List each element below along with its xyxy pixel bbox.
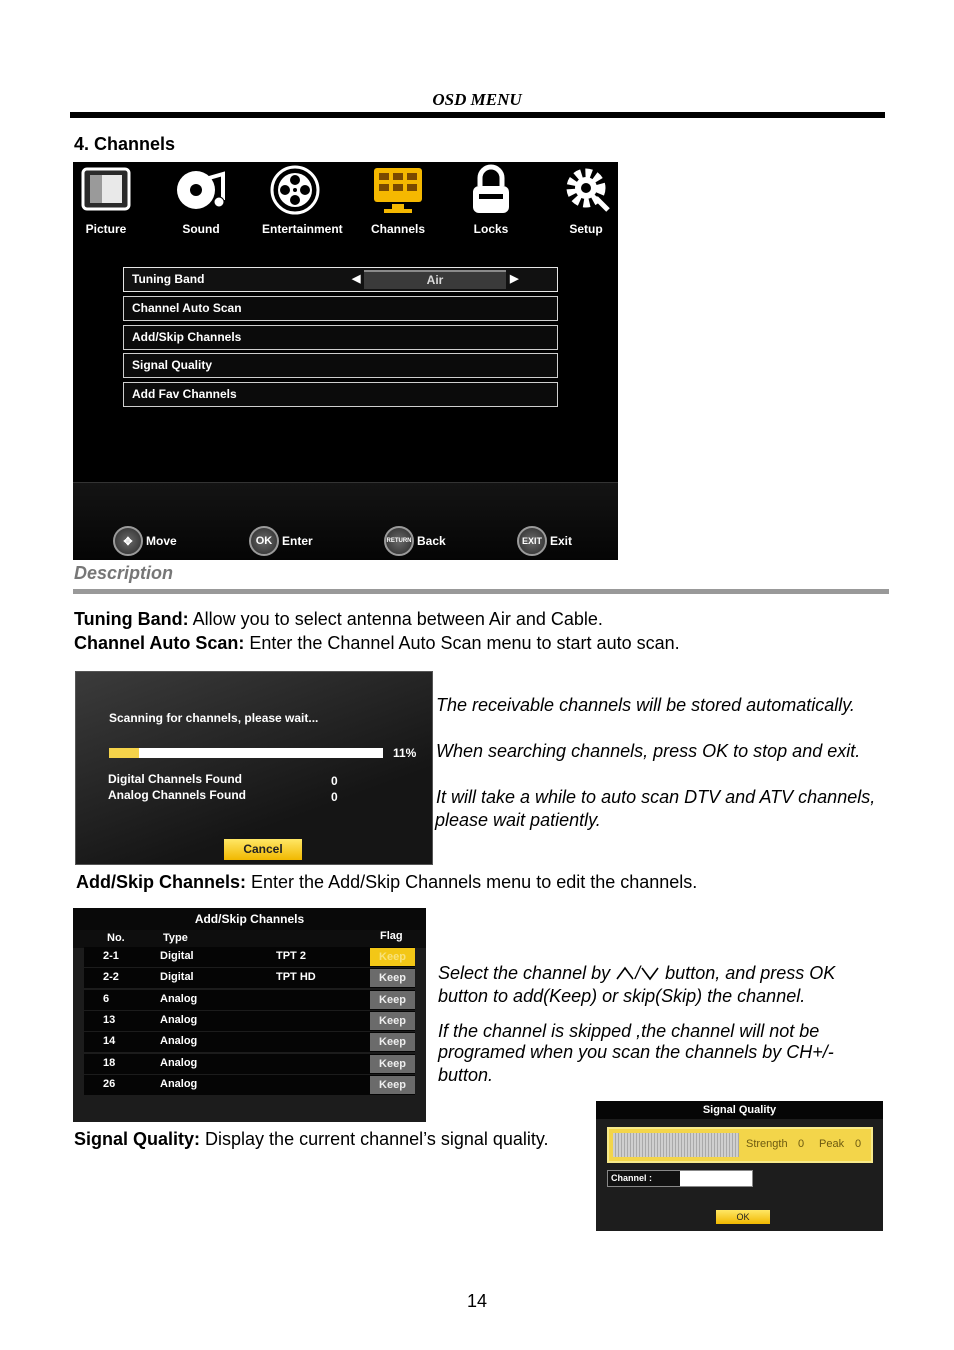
- scan-note-3b: please wait patiently.: [435, 810, 601, 830]
- scan-progress-bar: [109, 748, 383, 758]
- tab-sound[interactable]: [168, 162, 234, 236]
- channel-type: Analog: [160, 1035, 198, 1048]
- tab-entertainment[interactable]: [262, 162, 343, 236]
- add-skip-note-1a: [438, 962, 835, 985]
- digital-found-label: Digital Channels Found: [108, 772, 242, 786]
- peak-label: Peak: [819, 1138, 845, 1150]
- tab-label: Picture: [85, 222, 127, 236]
- tab-locks[interactable]: [458, 162, 524, 236]
- table-row[interactable]: [84, 947, 415, 967]
- footer-exit: [517, 526, 572, 556]
- sound-icon: [175, 164, 227, 216]
- channel-number: 2-2: [103, 971, 119, 984]
- channel-type: Digital: [160, 971, 194, 984]
- lock-icon: [465, 164, 517, 216]
- channel-name: TPT HD: [276, 971, 316, 984]
- flag-toggle[interactable]: Keep: [370, 1076, 415, 1094]
- auto-scan-paragraph: [74, 633, 680, 654]
- description-rule: [73, 589, 889, 594]
- tab-label: Locks: [473, 222, 509, 236]
- menu-item-label: Channel Auto Scan: [132, 301, 242, 315]
- channel-number: 18: [103, 1056, 116, 1069]
- channel-field[interactable]: [607, 1170, 753, 1187]
- note-text: button, and press OK: [665, 963, 836, 983]
- footer-enter: [249, 526, 313, 556]
- channel-number: 14: [103, 1035, 116, 1048]
- channels-menu-screenshot: [73, 162, 618, 560]
- column-flag: Flag: [380, 930, 403, 942]
- add-skip-title: Add/Skip Channels: [73, 908, 426, 930]
- picture-icon: [80, 164, 132, 216]
- ok-button[interactable]: OK: [716, 1210, 770, 1224]
- term: Channel Auto Scan:: [74, 633, 245, 653]
- scan-note-1: The receivable channels will be stored automatically.: [436, 695, 855, 715]
- channel-name: TPT 2: [276, 950, 306, 962]
- peak-value: 0: [855, 1138, 862, 1150]
- table-row[interactable]: [84, 968, 415, 988]
- strength-label: Strength: [746, 1138, 788, 1150]
- chevron-down-icon: [640, 965, 660, 981]
- add-skip-screenshot: [73, 908, 426, 1122]
- definition: Display the current channel’s signal quality.: [200, 1129, 549, 1149]
- menu-footer: [73, 482, 618, 560]
- auto-scan-screenshot: [75, 671, 433, 865]
- channel-type: Digital: [160, 950, 194, 962]
- signal-quality-paragraph: [74, 1129, 549, 1150]
- scan-note-2: When searching channels, press OK to stop and exit.: [436, 741, 861, 761]
- cancel-button[interactable]: Cancel: [224, 839, 302, 860]
- description-heading: Description: [74, 563, 174, 583]
- ok-button-icon: OK: [249, 526, 279, 556]
- tab-channels[interactable]: [365, 162, 431, 236]
- column-no: No.: [107, 932, 125, 944]
- menu-item-label: Add Fav Channels: [132, 387, 237, 401]
- strength-value: 0: [798, 1138, 805, 1150]
- signal-meter: [613, 1133, 739, 1157]
- channel-type: Analog: [160, 1013, 198, 1026]
- analog-found-count: 0: [331, 790, 338, 804]
- term: Tuning Band:: [74, 609, 189, 629]
- flag-toggle[interactable]: Keep: [370, 1012, 415, 1030]
- channel-label: Channel :: [608, 1171, 680, 1186]
- menu-item-tuning-band[interactable]: [123, 267, 558, 292]
- tuning-band-paragraph: [74, 609, 603, 630]
- analog-found-label: Analog Channels Found: [108, 788, 246, 802]
- term: Add/Skip Channels:: [76, 872, 247, 892]
- add-skip-note-1b: button to add(Keep) or skip(Skip) the channel.: [438, 986, 806, 1006]
- table-row[interactable]: [84, 1011, 415, 1031]
- channel-type: Analog: [160, 1077, 198, 1090]
- add-skip-paragraph: [76, 872, 697, 893]
- column-type: Type: [163, 932, 188, 944]
- menu-item-signal-quality[interactable]: [123, 353, 558, 378]
- menu-item-add-fav-channels[interactable]: [123, 382, 558, 407]
- channels-icon: [372, 164, 424, 216]
- signal-quality-screenshot: [596, 1101, 883, 1231]
- channel-number: 26: [103, 1077, 116, 1090]
- tuning-band-value: Air: [364, 270, 506, 289]
- table-row[interactable]: [84, 1075, 415, 1095]
- menu-item-label: Add/Skip Channels: [132, 330, 242, 344]
- page-number: 14: [466, 1291, 488, 1311]
- note-text: Select the channel by: [438, 963, 611, 983]
- channel-type: Analog: [160, 992, 198, 1005]
- definition: Enter the Add/Skip Channels menu to edit the channels.: [246, 872, 698, 892]
- menu-item-add-skip-channels[interactable]: [123, 325, 558, 350]
- flag-toggle[interactable]: Keep: [370, 1033, 415, 1051]
- tab-label: Entertainment: [262, 222, 343, 236]
- flag-toggle[interactable]: Keep: [370, 1055, 415, 1073]
- definition: Allow you to select antenna between Air and Cable.: [188, 609, 603, 629]
- footer-label: Back: [417, 534, 446, 548]
- scan-status: Scanning for channels, please wait...: [109, 711, 319, 725]
- footer-label: Move: [146, 534, 177, 548]
- note-text: /: [635, 963, 641, 983]
- arrow-left-icon[interactable]: ◀: [352, 273, 361, 285]
- channel-number: 6: [103, 992, 110, 1005]
- scan-progress-fill: [109, 748, 139, 758]
- tab-label: Setup: [569, 222, 603, 236]
- move-arrows-icon: ✥: [113, 526, 143, 556]
- signal-meter-box: [607, 1127, 873, 1163]
- add-skip-note-2a: If the channel is skipped ,the channel will not be: [438, 1021, 820, 1041]
- term: Signal Quality:: [74, 1129, 201, 1149]
- footer-move: [113, 526, 177, 556]
- channel-type: Analog: [160, 1056, 198, 1069]
- channel-number: 2-1: [103, 950, 119, 962]
- footer-label: Enter: [282, 534, 313, 548]
- table-row[interactable]: [84, 990, 415, 1010]
- menu-item-label: Signal Quality: [132, 358, 213, 372]
- scan-note-3a: It will take a while to auto scan DTV and ATV channels,: [436, 787, 876, 807]
- menu-item-channel-auto-scan[interactable]: [123, 296, 558, 321]
- table-row[interactable]: [84, 1054, 415, 1074]
- add-skip-note-2b: programed when you scan the channels by CH+/-: [438, 1042, 834, 1062]
- add-skip-header: [73, 930, 426, 948]
- add-skip-note-2c: button.: [438, 1065, 494, 1085]
- tab-label: Channels: [370, 222, 425, 236]
- tab-setup[interactable]: [553, 162, 618, 236]
- scan-progress-label: 11%: [393, 746, 417, 760]
- tab-label: Sound: [182, 222, 220, 236]
- running-header: OSD MENU: [432, 90, 522, 109]
- flag-toggle[interactable]: Keep: [370, 948, 415, 966]
- section-title: 4. Channels: [74, 134, 176, 154]
- exit-button-icon: EXIT: [517, 526, 547, 556]
- menu-item-label: Tuning Band: [132, 272, 205, 286]
- footer-back: [384, 526, 446, 556]
- table-row[interactable]: [84, 1032, 415, 1052]
- definition: Enter the Channel Auto Scan menu to start auto scan.: [244, 633, 680, 653]
- chevron-up-icon: [615, 965, 635, 981]
- return-button-icon: RETURN: [384, 526, 414, 556]
- flag-toggle[interactable]: Keep: [370, 969, 415, 987]
- flag-toggle[interactable]: Keep: [370, 991, 415, 1009]
- footer-label: Exit: [550, 534, 573, 548]
- header-rule: [70, 112, 885, 118]
- signal-quality-title: Signal Quality: [596, 1101, 883, 1119]
- tab-picture[interactable]: [73, 162, 139, 236]
- digital-found-count: 0: [331, 774, 338, 788]
- channel-number: 13: [103, 1013, 116, 1026]
- entertainment-icon: [269, 164, 321, 216]
- arrow-right-icon[interactable]: ▶: [510, 273, 519, 285]
- gear-icon: [560, 164, 612, 216]
